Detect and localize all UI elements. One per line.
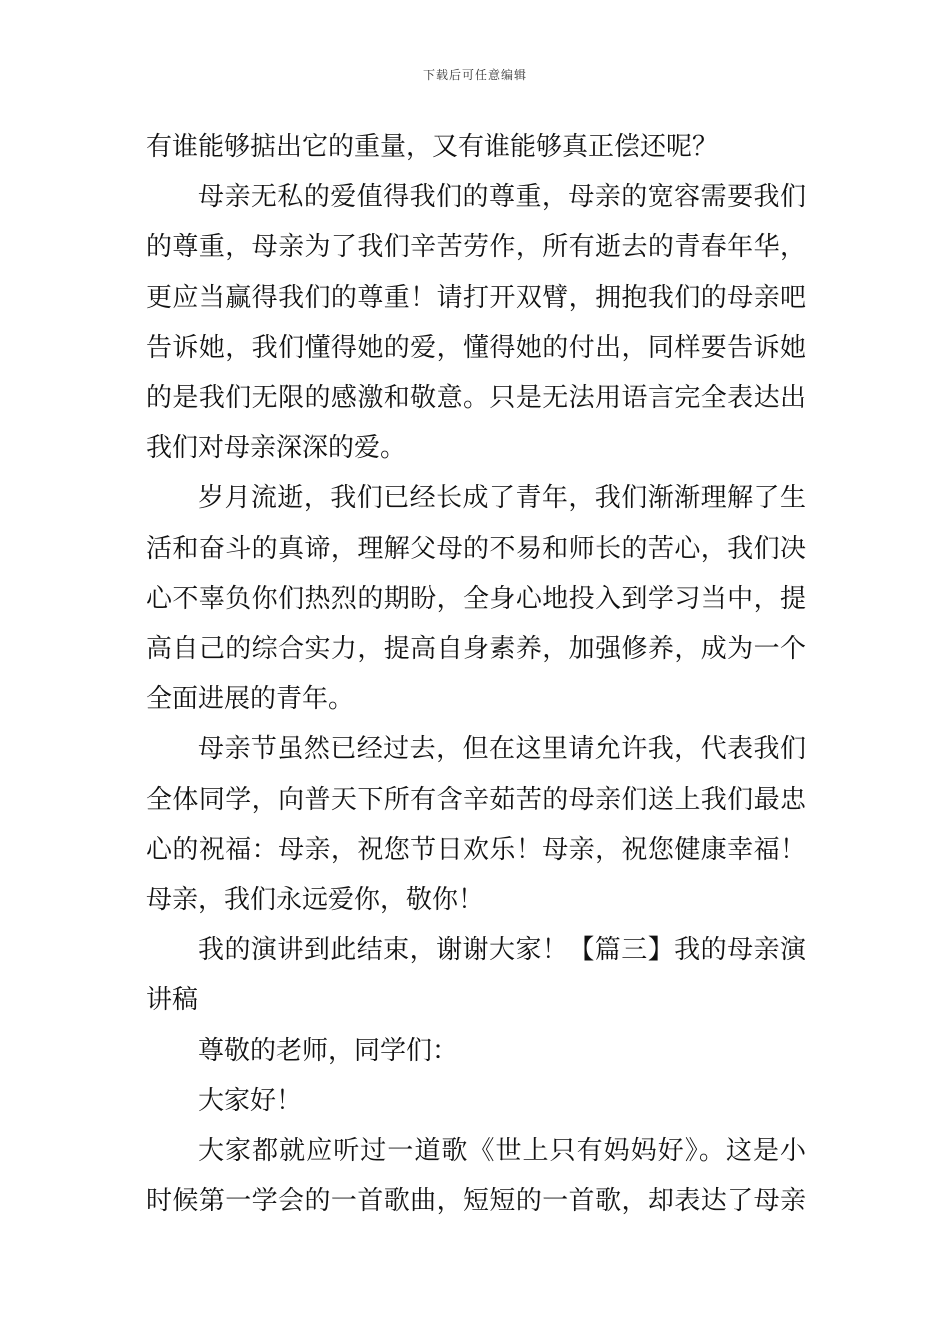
text-line: 有谁能够掂出它的重量，又有谁能够真正偿还呢？ — [146, 132, 719, 162]
text-line: 心的祝福：母亲，祝您节日欢乐！母亲，祝您健康幸福！ — [146, 835, 806, 865]
text-line: 母亲节虽然已经过去，但在这里请允许我，代表我们 — [198, 734, 806, 764]
text-line: 全面进展的青年。 — [146, 684, 355, 714]
text-line: 全体同学，向普天下所有含辛茹苦的母亲们送上我们最忠 — [146, 785, 806, 815]
text-line: 尊敬的老师，同学们： — [198, 1036, 459, 1066]
text-line: 母亲无私的爱值得我们的尊重，母亲的宽容需要我们 — [198, 182, 806, 212]
text-line: 母亲，我们永远爱你，敬你！ — [146, 885, 485, 915]
text-line: 更应当赢得我们的尊重！请打开双臂，拥抱我们的母亲吧 — [146, 283, 806, 313]
text-line: 岁月流逝，我们已经长成了青年，我们渐渐理解了生 — [198, 483, 806, 513]
text-line: 我的演讲到此结束，谢谢大家！【篇三】我的母亲演 — [198, 935, 806, 965]
text-line: 高自己的综合实力，提高自身素养，加强修养，成为一个 — [146, 634, 806, 664]
text-line: 活和奋斗的真谛，理解父母的不易和师长的苦心，我们决 — [146, 534, 806, 564]
text-line: 我们对母亲深深的爱。 — [146, 433, 407, 463]
text-line: 的是我们无限的感激和敬意。只是无法用语言完全表达出 — [146, 383, 806, 413]
text-line: 心不辜负你们热烈的期盼，全身心地投入到学习当中，提 — [146, 584, 806, 614]
text-line: 告诉她，我们懂得她的爱，懂得她的付出，同样要告诉她 — [146, 333, 806, 363]
text-line: 讲稿 — [146, 985, 199, 1015]
page-header: 下载后可任意编辑 — [422, 68, 527, 82]
text-line: 大家好！ — [198, 1086, 303, 1116]
text-line: 大家都就应听过一道歌《世上只有妈妈好》。这是小 — [198, 1136, 806, 1166]
text-line: 的尊重，母亲为了我们辛苦劳作，所有逝去的青春年华， — [146, 232, 806, 262]
text-line: 时候第一学会的一首歌曲，短短的一首歌，却表达了母亲 — [146, 1186, 806, 1216]
